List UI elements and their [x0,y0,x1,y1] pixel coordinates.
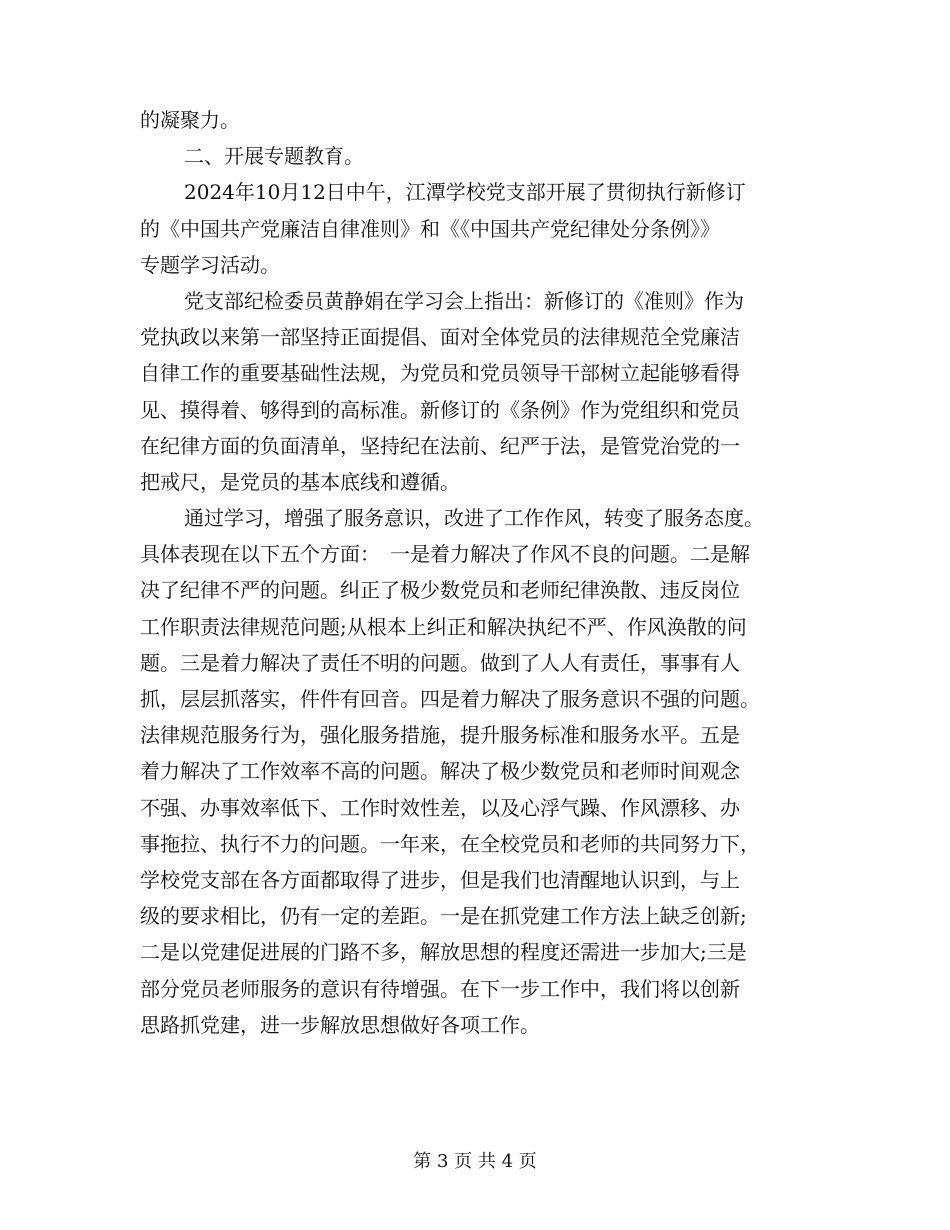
text-line: 的凝聚力。 [140,108,240,132]
text-line: 党支部纪检委员黄静娟在学习会上指出：新修订的《准则》作为 [184,288,744,313]
text-line: 不强、办事效率低下、工作时效性差，以及心浮气躁、作风漂移、办 [140,795,740,820]
text-line: 把戒尺，是党员的基本底线和遵循。 [140,469,460,494]
text-line: 党执政以来第一部坚持正面提倡、面对全体党员的法律规范全党廉洁 [140,325,740,350]
text-line: 事拖拉、执行不力的问题。一年来，在全校党员和老师的共同努力下， [140,831,760,856]
text-line: 学校党支部在各方面都取得了进步，但是我们也清醒地认识到，与上 [140,867,740,892]
text-line: 题。三是着力解决了责任不明的问题。做到了人人有责任，事事有人 [140,650,740,675]
text-line: 部分党员老师服务的意识有待增强。在下一步工作中，我们将以创新 [140,976,740,1001]
text-line: 工作职责法律规范问题;从根本上纠正和解决执纪不严、作风涣散的问 [140,614,747,639]
text-line: 在纪律方面的负面清单，坚持纪在法前、纪严于法，是管党治党的一 [140,433,740,458]
text-line: 抓，层层抓落实，件件有回音。四是着力解决了服务意识不强的问题。 [140,687,760,711]
text-line: 具体表现在以下五个方面： 一是着力解决了作风不良的问题。二是解 [140,542,750,567]
text-line: 2024年10月12日中午，江潭学校党支部开展了贯彻执行新修订 [184,180,746,205]
text-line: 法律规范服务行为，强化服务措施，提升服务标准和服务水平。五是 [140,723,740,748]
document-body [140,102,810,1043]
text-line: 二、开展专题教育。 [184,144,364,169]
text-line: 级的要求相比，仍有一定的差距。一是在抓党建工作方法上缺乏创新; [140,904,747,929]
text-line: 思路抓党建，进一步解放思想做好各项工作。 [140,1012,540,1037]
page-number-footer: 第 3 页 共 4 页 [413,1151,537,1172]
text-line: 通过学习，增强了服务意识，改进了工作作风，转变了服务态度。 [184,506,764,531]
text-line: 着力解决了工作效率不高的问题。解决了极少数党员和老师时间观念 [140,759,740,784]
text-line: 专题学习活动。 [140,252,280,277]
text-line: 的《中国共产党廉洁自律准则》和《《中国共产党纪律处分条例》》 [140,216,720,241]
text-line: 见、摸得着、够得到的高标准。新修订的《条例》作为党组织和党员 [140,397,740,422]
text-line: 自律工作的重要基础性法规，为党员和党员领导干部树立起能够看得 [140,361,740,386]
text-line: 二是以党建促进展的门路不多，解放思想的程度还需进一步加大;三是 [140,940,747,965]
text-line: 决了纪律不严的问题。纠正了极少数党员和老师纪律涣散、违反岗位 [140,578,740,603]
